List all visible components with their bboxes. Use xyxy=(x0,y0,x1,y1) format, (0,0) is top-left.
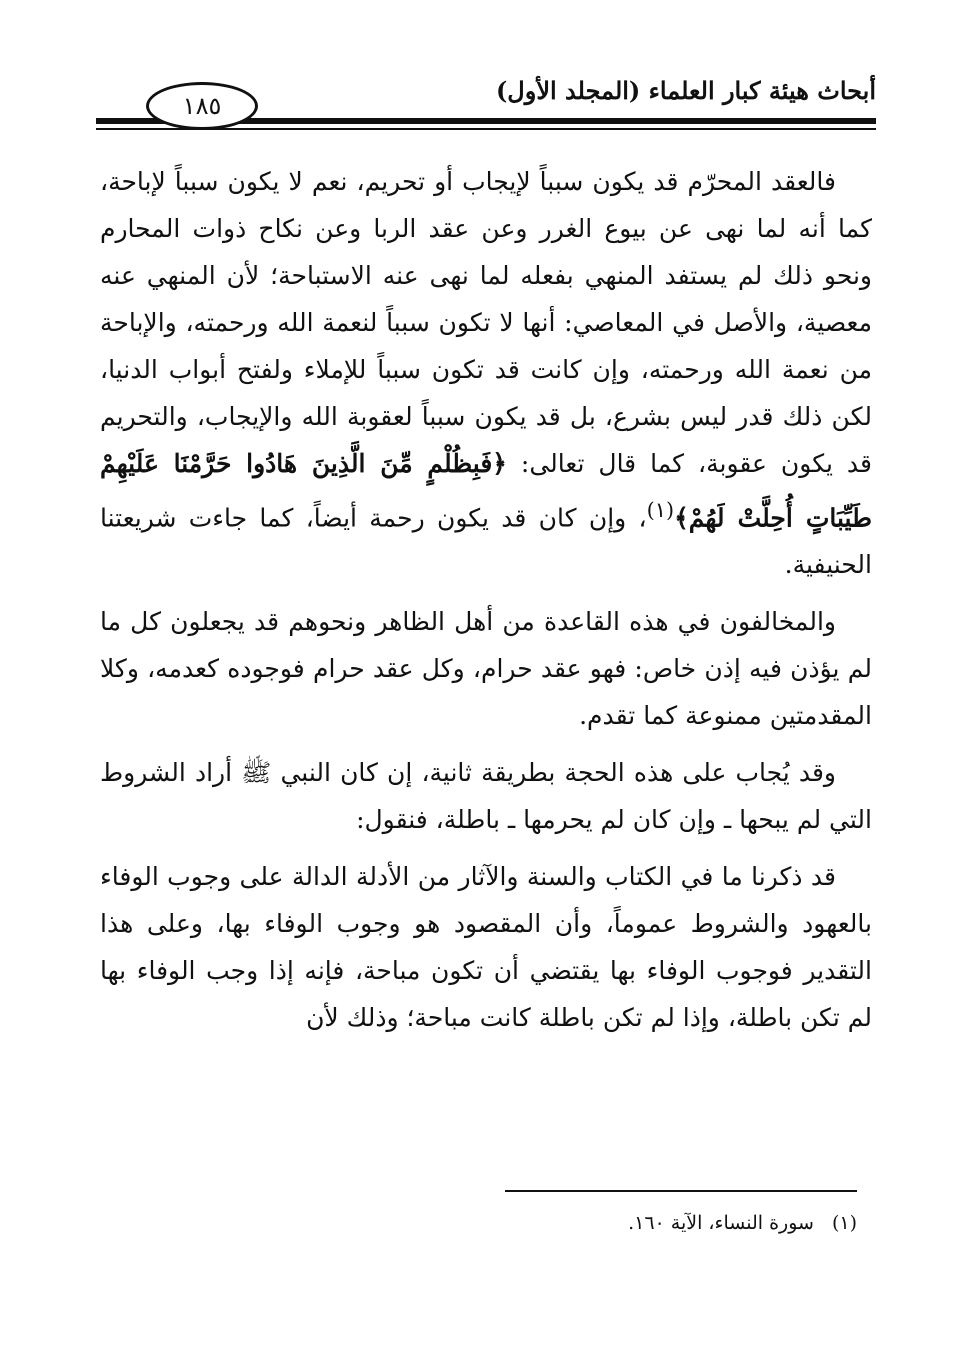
paragraph-1-before: فالعقد المحرّم قد يكون سبباً لإيجاب أو تحريم، نعم لا يكون سبباً لإباحة، كما أنه لما نهى عن بيوع الغرر وعن عقد الربا وعن نكاح ذوات المحارم ونحو ذلك لم يستفد المنهي بفعله لما نهى عنه الاستباحة؛ لأن المنهي عنه معصية، والأصل في المعاصي: أنها لا تكون سبباً لنعمة الله ورحمته، والإباحة من نعمة الله ورحمته، وإن كانت قد تكون سبباً للإملاء ولفتح أبواب الدنيا، لكن ذلك قدر ليس بشرع، بل قد يكون سبباً لعقوبة الله والإيجاب، والتحريم قد يكون عقوبة، كما قال تعالى: xyxy=(100,167,872,478)
running-title: أبحاث هيئة كبار العلماء (المجلد الأول) xyxy=(495,76,876,105)
paragraph-3: وقد يُجاب على هذه الحجة بطريقة ثانية، إن كان النبي ﷺ أراد الشروط التي لم يبحها ـ وإن كان لم يحرمها ـ باطلة، فنقول: xyxy=(100,758,872,835)
footnote-reference: (١) xyxy=(646,498,675,522)
paragraph-2: والمخالفون في هذه القاعدة من أهل الظاهر ونحوهم قد يجعلون كل ما لم يؤذن فيه إذن خاص: فهو عقد حرام، وكل عقد حرام فوجوده كعدمه، وكلا المقدمتين ممنوعة كما تقدم. xyxy=(100,607,872,731)
footnote-separator xyxy=(505,1190,857,1192)
page-header xyxy=(96,62,876,142)
footnote xyxy=(628,1212,857,1234)
footnote-text: سورة النساء، الآية ١٦٠. xyxy=(628,1212,814,1234)
quran-verse: ﴿فَبِظُلْمٍ مِّنَ الَّذِينَ هَادُوا حَرَّمْنَا عَلَيْهِمْ طَيِّبَاتٍ أُحِلَّتْ لَهُمْ﴾ xyxy=(100,449,872,533)
main-text xyxy=(100,158,872,1051)
paragraph-1 xyxy=(100,158,872,588)
page-number: ١٨٥ xyxy=(146,82,258,130)
paragraph-4: قد ذكرنا ما في الكتاب والسنة والآثار من الأدلة الدالة على وجوب الوفاء بالعهود والشروط عموماً، وأن المقصود هو وجوب الوفاء بها، وعلى هذا التقدير فوجوب الوفاء بها يقتضي أن تكون مباحة، فإنه إذا وجب الوفاء بها لم تكن باطلة، وإذا لم تكن باطلة كانت مباحة؛ وذلك لأن xyxy=(100,862,872,1033)
paragraph-1-after: ، وإن كان قد يكون رحمة أيضاً، كما جاءت شريعتنا الحنيفية. xyxy=(100,503,872,580)
footnote-number: (١) xyxy=(831,1212,857,1234)
